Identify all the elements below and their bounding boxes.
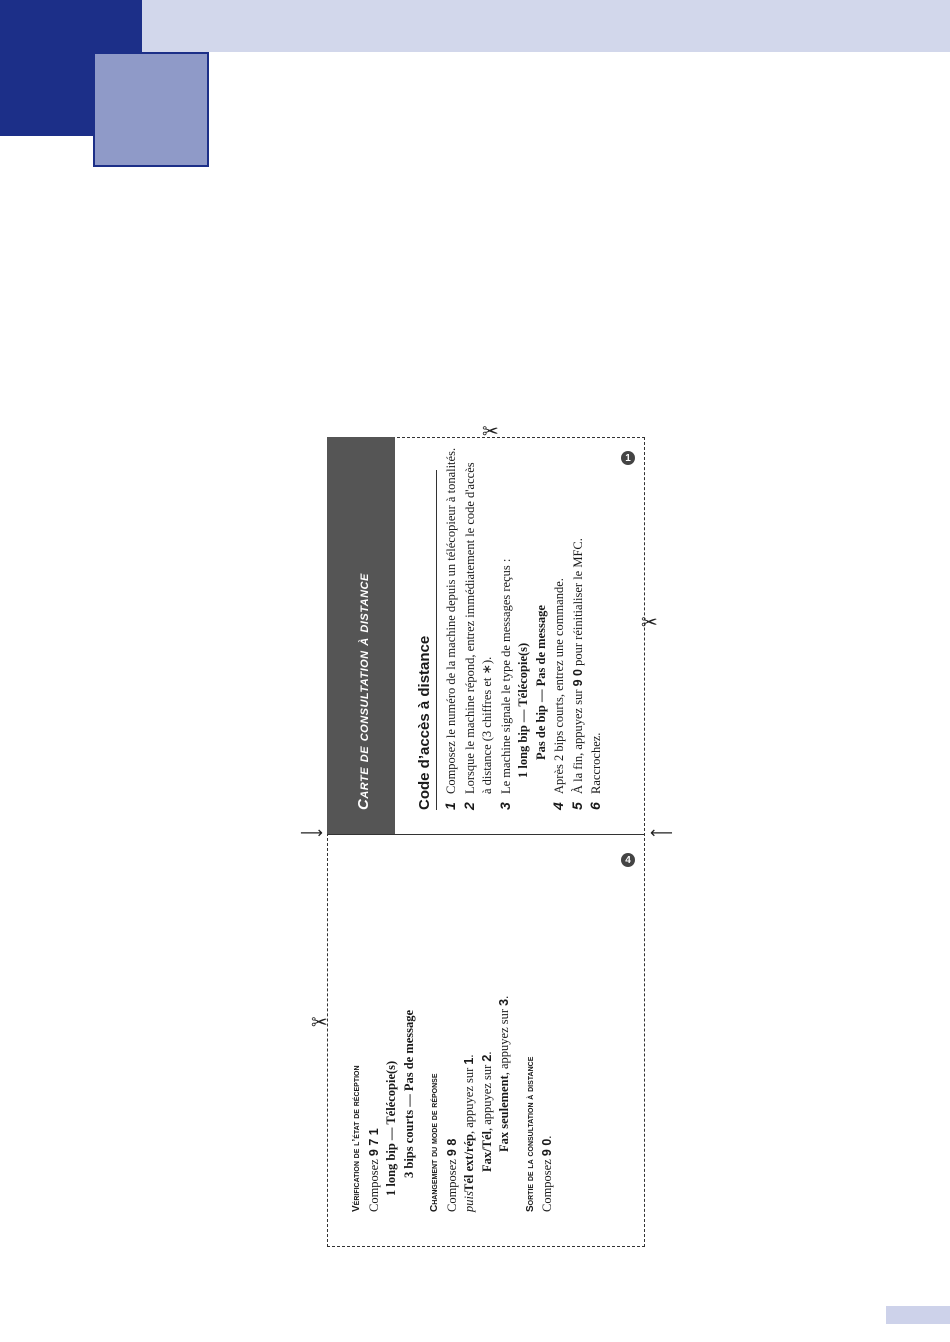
header-band [0,0,950,52]
section-heading: Vérification de l’état de réception [351,1065,362,1212]
step-4: 4Après 2 bips courts, entrez une commande. [550,578,566,810]
mode-option: Fax/Tél, appuyez sur 2. [479,1051,494,1172]
steps-list [442,430,606,810]
card-title: Carte de consultation à distance [355,573,372,810]
card-front-panel [348,430,638,810]
step-5: 5À la fin, appuyez sur 9 0 pour réinitialiser le MFC. [568,538,585,810]
compose-line: Composez 9 7 1 [366,1128,381,1212]
card-back-panel [348,852,638,1212]
commands-list [348,852,557,1212]
section-heading: Changement du mode de réponse [429,1073,440,1212]
page-marker-badge: 1 [621,451,635,465]
fold-arrow-right-icon: ⟶ [300,823,323,842]
step-3: 3Le machine signale le type de messages reçus : [496,558,513,810]
step-1: 1Composez le numéro de la machine depuis un télécopieur à tonalités. [442,447,458,810]
heading-rule [436,470,437,810]
step-6: 6Raccrochez. [587,732,603,810]
step-2-continued: à distance (3 chiffres et ∗). [480,656,494,794]
response-line: 3 bips courts — Pas de message [401,1009,416,1178]
footer-tab [886,1306,950,1324]
step-2: 2Lorsque le machine répond, entrez immédiatement le code d'accès [460,462,477,810]
fold-line [327,834,645,835]
page-marker-badge: 4 [621,853,635,867]
mode-option: puisTél ext/rép, appuyez sur 1. [462,1054,476,1212]
scissors-icon: ✂ [482,419,499,443]
compose-line: Composez 9 8 [444,1138,459,1212]
fold-arrow-left-icon: ⟵ [650,823,673,842]
compose-line: Composez 9 0. [540,1135,554,1212]
section-heading: Sortie de la consultation à distance [524,1056,536,1212]
step-3-option: Pas de bip — Pas de message [533,605,548,760]
scissors-icon: ✂ [311,1010,328,1034]
scissors-icon: ✂ [641,610,658,634]
step-3-option: 1 long bip — Télécopie(s) [516,642,530,778]
header-tab-block [93,52,209,167]
response-line: 1 long bip — Télécopie(s) [384,1060,398,1196]
mode-option: Fax seulement, appuyez sur 3. [497,995,511,1152]
section-heading: Code d’accès à distance [416,635,433,810]
